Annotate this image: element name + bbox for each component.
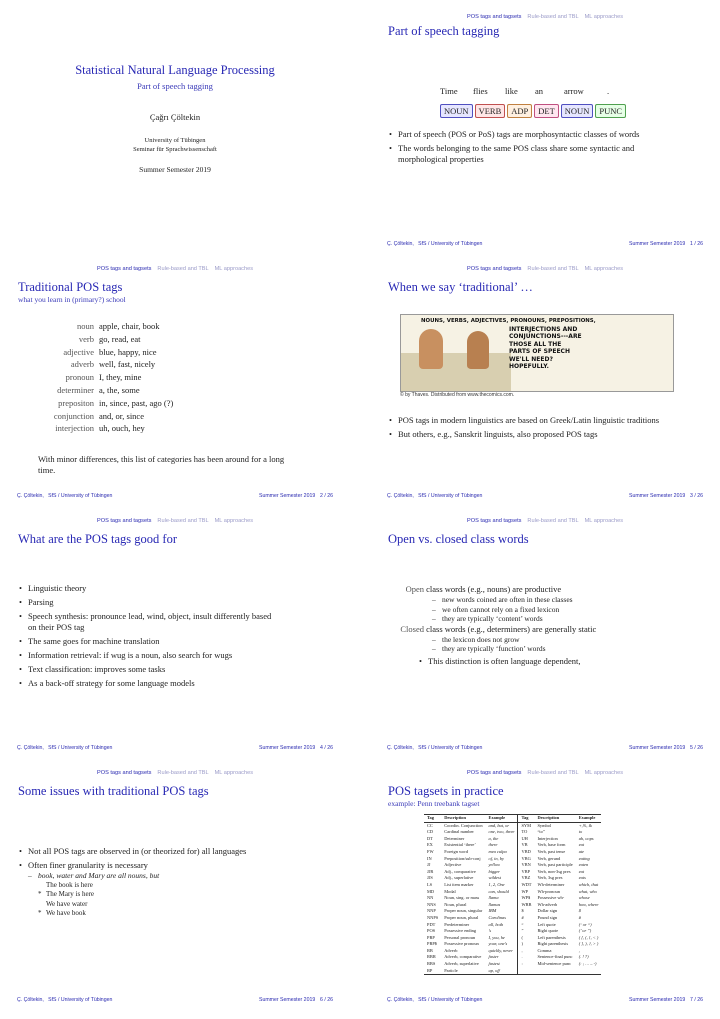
pos-category-examples: uh, ouch, hey bbox=[99, 423, 145, 434]
slide-title-text: What are the POS tags good for bbox=[18, 532, 177, 546]
table-cell: Particle bbox=[444, 967, 458, 973]
table-cell: eaten bbox=[578, 862, 589, 868]
table-row bbox=[424, 829, 601, 836]
table-cell bbox=[534, 968, 575, 975]
bullet: • Information retrieval: if wug is a noun, also search for wugs bbox=[18, 650, 278, 661]
table-cell: POS bbox=[427, 928, 436, 934]
bullet: • Parsing bbox=[18, 597, 278, 608]
slide-7: POS tags and tagsets Rule-based and TBL ML approaches POS tagsets in practice example: Penn treebank tagset Tag Description Example Tag Description Example CC Coordin. Conjunction and, but, or SYM Symbol +,%, & CD Cardinal number one, two, three TO “to” to DT Determiner a, the UH Interjection ah, oops EX Existential ‘there’ there VB Verb, base form eat FW Foreign word mea culpa VBD Verb, past tense ate IN Preposition/sub-conj of, in, by VBG Verb, gerund eating JJ Adjective yellow VBN Verb, past participle eaten JJR Adj., comparative bigger VBP Verb, non-3sg pres eat JJS Adj., superlative wildest VBZ Verb, 3sg pres eats LS List item marker 1, 2, One WDT Wh-determiner which, that MD Modal can, should WP Wh-pronoun what, who NN Noun, sing. or mass llama WP$ Possessive wh- whose NNS Noun, plural llamas WRB Wh-adverb how, where NNP Proper noun, singular IBM $ Dollar sign $ NNPS Proper noun, plural Carolinas # Pound sign # PDT Predeterminer all, both “ Left quote (‘ or “) POS Possessive ending ’s ” Right quote (’ or ”) PRP Personal pronoun I, you, he ( Left parenthesis ( [, (, {, < ) PRP$ Possessive pronoun your, one’s ) Right parenthesis ( ], ), }, > ) RB Adverb quickly, never , Comma , RBR Adverb, comparative faster . Sentence-final punc (. ! ?) RBS Adverb, superlative fastest : Mid-sentence punc (: ; … – -) RP Particle up, off Ç. Çöltekin, SfS / University of Tübingen Summer Semester 2019 7 / 26 bbox=[378, 764, 712, 1003]
table-cell: all, both bbox=[488, 921, 504, 927]
table-cell: Adverb, superlative bbox=[444, 961, 479, 967]
bullet: • Text classification: improves some tasks bbox=[18, 664, 278, 675]
comic-strip bbox=[400, 314, 674, 392]
table-cell: eats bbox=[578, 875, 586, 881]
example-sentence bbox=[46, 881, 278, 891]
table-cell: VBG bbox=[518, 856, 535, 863]
table-cell: Sentence-final punc bbox=[537, 954, 573, 960]
table-cell: your, one’s bbox=[488, 941, 508, 947]
table-row bbox=[424, 948, 601, 955]
table-cell: can, should bbox=[488, 888, 509, 894]
table-cell: ( bbox=[518, 935, 535, 942]
comic-credit: © by Thaves. Distributed from www.thecomics.com. bbox=[400, 392, 515, 398]
table-cell: Adj., superlative bbox=[444, 875, 474, 881]
bullet: • POS tags in modern linguistics are based on Greek/Latin linguistic traditions bbox=[388, 415, 678, 426]
slide-1: POS tags and tagsets Rule-based and TBL ML approaches Part of speech tagging Time flies like an arrow . NOUN VERB ADP DET NOUN PUNC • Part of speech (POS or PoS) tags are morphosyntactic classes of words • The words belonging to the same POS class share some syntactic and morphological properties Ç. Çöltekin, SfS / University of Tübingen Summer Semester 2019 1 / 26 bbox=[378, 8, 712, 247]
table-cell: Coordin. Conjunction bbox=[444, 822, 483, 828]
table-cell: MD bbox=[427, 888, 435, 894]
tag-row bbox=[440, 101, 628, 119]
table-cell: “ bbox=[518, 922, 535, 929]
table-cell: . bbox=[518, 954, 535, 961]
table-cell: Proper noun, singular bbox=[444, 908, 483, 914]
pos-category-row bbox=[18, 333, 318, 346]
bullet: • Part of speech (POS or PoS) tags are morphosyntactic classes of words bbox=[388, 129, 648, 140]
table-cell: Existential ‘there’ bbox=[444, 842, 476, 848]
author-name: Çağrı Çöltekin bbox=[149, 112, 201, 122]
bullet: • Speech synthesis: pronounce lead, wind, object, insult differently based on their POS tag bbox=[18, 611, 278, 633]
table-row bbox=[424, 961, 601, 968]
pos-category-row bbox=[18, 397, 318, 410]
table-cell: ( [, (, {, < ) bbox=[578, 934, 599, 940]
sub-bullet: – they are typically ‘function’ words bbox=[422, 644, 688, 654]
table-cell: , bbox=[518, 948, 535, 955]
table-row bbox=[424, 842, 601, 849]
table-cell bbox=[576, 968, 602, 975]
word: flies bbox=[473, 86, 488, 96]
table-cell: quickly, never bbox=[488, 947, 513, 953]
table-cell: “to” bbox=[537, 829, 545, 835]
table-cell: $ bbox=[578, 908, 581, 914]
table-cell: yellow bbox=[488, 862, 500, 868]
sub-bullet: – they are typically ‘content’ words bbox=[422, 614, 688, 624]
table-cell: : bbox=[518, 961, 535, 968]
word: like bbox=[505, 86, 518, 96]
table-cell: mea culpa bbox=[488, 848, 507, 854]
pos-category-list bbox=[18, 320, 318, 435]
bullet-list bbox=[388, 415, 678, 443]
table-header-cell: Tag bbox=[427, 815, 434, 820]
slide-5: POS tags and tagsets Rule-based and TBL ML approaches Open vs. closed class words Open class words (e.g., nouns) are productive – new words coined are often in these classes – we often cannot rely on a fixed lexicon – they are typically ‘content’ words Closed class words (e.g., determiners) are generally static – the lexicon does not grow – they are typically ‘function’ words • This distinction is often language dependent, Ç. Çöltekin, SfS / University of Tübingen Summer Semester 2019 5 / 26 bbox=[378, 512, 712, 751]
pos-category-row bbox=[18, 384, 318, 397]
slide-header: POS tags and tagsets Rule-based and TBL ML approaches bbox=[97, 518, 253, 524]
table-cell: llama bbox=[488, 895, 499, 901]
slide-header: POS tags and tagsets Rule-based and TBL ML approaches bbox=[467, 770, 623, 776]
table-cell: (’ or ”) bbox=[578, 928, 592, 934]
table-row bbox=[424, 915, 601, 922]
example-text: The Mary is here bbox=[46, 890, 95, 898]
table-cell: ’s bbox=[488, 928, 492, 934]
table-cell: ) bbox=[518, 941, 535, 948]
pos-tag: NOUN bbox=[440, 104, 473, 118]
table-cell: Adjective bbox=[444, 862, 462, 868]
slide-header: POS tags and tagsets Rule-based and TBL ML approaches bbox=[97, 770, 253, 776]
table-row bbox=[424, 875, 601, 882]
bullet-list bbox=[18, 846, 278, 919]
table-header-cell: Tag bbox=[518, 815, 535, 823]
table-row bbox=[424, 954, 601, 961]
table-cell: NNP bbox=[427, 908, 436, 914]
slide-2: POS tags and tagsets Rule-based and TBL ML approaches Traditional POS tags what you learn in (primary?) school noun apple, chair, book verb go, read, eat adjective blue, happy, nice adverb well, fast, nicely pronoun I, they, mine determiner a, the, some prepositon in, since, past, ago (?) conjunction and, or, since interjection uh, ouch, hey With minor differences, this list of categories has been around for a long time. Ç. Çöltekin, SfS / University of Tübingen Summer Semester 2019 2 / 26 bbox=[8, 260, 342, 499]
table-cell: Cardinal number bbox=[444, 829, 474, 835]
table-cell: Proper noun, plural bbox=[444, 914, 479, 920]
table-row bbox=[424, 968, 601, 975]
pos-category-name: prepositon bbox=[58, 397, 94, 408]
table-cell: eat bbox=[578, 868, 585, 874]
table-cell: FW bbox=[427, 848, 434, 854]
table-cell: VBD bbox=[518, 849, 535, 856]
slide-subtitle: what you learn in (primary?) school bbox=[18, 295, 126, 304]
pos-tag: PUNC bbox=[595, 104, 626, 118]
table-cell: Verb, 3sg pres bbox=[537, 875, 563, 881]
table-header-cell: Example bbox=[488, 815, 506, 820]
bullet: • The words belonging to the same POS class share some syntactic and morphological properties bbox=[388, 143, 648, 165]
bullet: • Linguistic theory bbox=[18, 583, 278, 594]
table-cell: (‘ or “) bbox=[578, 921, 592, 927]
table-cell: SYM bbox=[518, 822, 535, 829]
table-cell: Modal bbox=[444, 888, 456, 894]
table-row bbox=[424, 882, 601, 889]
bullet: • Not all POS tags are observed in (or theorized for) all languages bbox=[18, 846, 278, 857]
table-header-cell: Example bbox=[578, 815, 596, 820]
pos-category-row bbox=[18, 410, 318, 423]
table-cell: llamas bbox=[488, 901, 501, 907]
pos-category-examples: well, fast, nicely bbox=[99, 359, 156, 370]
table-cell: TO bbox=[518, 829, 535, 836]
bullet: • But others, e.g., Sanskrit linguists, also proposed POS tags bbox=[388, 429, 678, 440]
table-cell: Verb, past participle bbox=[537, 862, 573, 868]
table-cell: , bbox=[578, 947, 580, 953]
table-row bbox=[424, 928, 601, 935]
pos-category-row bbox=[18, 346, 318, 359]
pos-tag: VERB bbox=[475, 104, 506, 118]
note: With minor differences, this list of categories has been around for a long time. bbox=[38, 454, 285, 475]
table-cell: PDT bbox=[427, 921, 436, 927]
word: . bbox=[607, 86, 610, 96]
table-cell: Carolinas bbox=[488, 914, 506, 920]
pos-category-name: pronoun bbox=[65, 372, 94, 383]
slide-6: POS tags and tagsets Rule-based and TBL ML approaches Some issues with traditional POS tags • Not all POS tags are observed in (or theorized for) all languages • Often finer granularity is necessary – book, water and Mary are all nouns, but The book is here * The Mary is here We have water * We have book Ç. Çöltekin, SfS / University of Tübingen Summer Semester 2019 6 / 26 bbox=[8, 764, 342, 1003]
table-cell: Adverb, comparative bbox=[444, 954, 482, 960]
table-cell bbox=[518, 968, 535, 975]
table-cell: there bbox=[488, 842, 498, 848]
table-cell: Possessive pronoun bbox=[444, 941, 479, 947]
table-cell: DT bbox=[427, 835, 433, 841]
table-cell: Wh-determiner bbox=[537, 881, 565, 887]
table-cell: RP bbox=[427, 967, 433, 973]
sub-bullet: – the lexicon does not grow bbox=[422, 635, 688, 645]
caveman-1 bbox=[419, 329, 443, 369]
table-cell: UH bbox=[518, 836, 535, 843]
table-cell: Dollar sign bbox=[537, 908, 558, 914]
table-cell: ate bbox=[578, 848, 585, 854]
slide-header: POS tags and tagsets Rule-based and TBL ML approaches bbox=[467, 14, 623, 20]
table-cell: VBP bbox=[518, 869, 535, 876]
table-row bbox=[424, 856, 601, 863]
table-cell: WRB bbox=[518, 902, 535, 909]
pos-category-name: interjection bbox=[55, 423, 94, 434]
table-cell: Left parenthesis bbox=[537, 934, 566, 940]
table-cell: # bbox=[578, 914, 581, 920]
table-row bbox=[424, 941, 601, 948]
table-cell: WP$ bbox=[518, 895, 535, 902]
table-row bbox=[424, 822, 601, 829]
table-cell: IBM bbox=[488, 908, 497, 914]
slide-title-text: Open vs. closed class words bbox=[388, 532, 529, 546]
table-cell: +,%, & bbox=[578, 822, 593, 828]
slide-title bbox=[8, 8, 342, 247]
table-cell: (. ! ?) bbox=[578, 954, 589, 960]
table-cell: VB bbox=[518, 842, 535, 849]
pos-category-examples: in, since, past, ago (?) bbox=[99, 397, 174, 408]
table-cell: CC bbox=[427, 822, 433, 828]
table-cell: NN bbox=[427, 895, 434, 901]
table-cell: Verb, past tense bbox=[537, 848, 566, 854]
pos-category-name: determiner bbox=[57, 384, 94, 395]
table-cell: Adj., comparative bbox=[444, 868, 476, 874]
table-cell: fastest bbox=[488, 961, 500, 967]
table-cell: one, two, three bbox=[488, 829, 515, 835]
word: arrow bbox=[564, 86, 584, 96]
table-cell: WDT bbox=[518, 882, 535, 889]
example-sentence bbox=[38, 909, 278, 919]
table-cell: Possessive ending bbox=[444, 928, 477, 934]
slide-4: POS tags and tagsets Rule-based and TBL ML approaches What are the POS tags good for • Linguistic theory • Parsing • Speech synthesis: pronounce lead, wind, object, insult differently based on their POS tag • The same goes for machine translation • Information retrieval: if wug is a noun, also search for wugs • Text classification: improves some tasks • As a back-off strategy for some language models Ç. Çöltekin, SfS / University of Tübingen Summer Semester 2019 4 / 26 bbox=[8, 512, 342, 751]
table-cell: Wh-pronoun bbox=[537, 888, 560, 894]
example-text: The book is here bbox=[46, 880, 93, 889]
table-cell: RBR bbox=[427, 954, 436, 960]
example-text: We have book bbox=[46, 909, 86, 917]
course-title: Statistical Natural Language Processing bbox=[75, 63, 275, 77]
slide-title-text: POS tagsets in practice bbox=[388, 784, 504, 798]
table-cell: Verb, base form bbox=[537, 842, 566, 848]
table-cell: eat bbox=[578, 842, 585, 848]
table-cell: Adverb bbox=[444, 947, 458, 953]
topic-subtitle: Part of speech tagging bbox=[137, 81, 213, 91]
slide-title-text: When we say ‘traditional’ … bbox=[388, 280, 533, 294]
table-cell: IN bbox=[427, 855, 432, 861]
pos-category-name: noun bbox=[77, 321, 94, 331]
table-cell: JJ bbox=[427, 862, 431, 868]
table-cell: Mid-sentence punc bbox=[537, 961, 572, 967]
slide-header: POS tags and tagsets Rule-based and TBL ML approaches bbox=[467, 266, 623, 272]
pos-category-row bbox=[18, 422, 318, 435]
table-cell: eating bbox=[578, 855, 590, 861]
table-cell: ah, oops bbox=[578, 835, 594, 841]
bullet-list bbox=[388, 129, 648, 168]
bullet-list bbox=[18, 583, 278, 692]
table-cell: Right quote bbox=[537, 928, 559, 934]
table-cell: Predeterminer bbox=[444, 921, 470, 927]
table-cell: Verb, gerund bbox=[537, 855, 561, 861]
slide-3: POS tags and tagsets Rule-based and TBL ML approaches When we say ‘traditional’ … NOUNS, VERBS, ADJECTIVES, PRONOUNS, PREPOSITIONS, INTERJECTIONS AND CONJUNCTIONS---ARE THOSE ALL THE PARTS OF SPEECH WE'LL NEED? HOPEFULLY. © by Thaves. Distributed from www.thecomics.com. • POS tags in modern linguistics are based on Greek/Latin linguistic traditions • But others, e.g., Sanskrit linguists, also proposed POS tags Ç. Çöltekin, SfS / University of Tübingen Summer Semester 2019 3 / 26 bbox=[378, 260, 712, 499]
pos-category-name: adjective bbox=[63, 346, 94, 357]
table-cell: Preposition/sub-conj bbox=[444, 855, 481, 861]
comic-speech: NOUNS, VERBS, ADJECTIVES, PRONOUNS, PREPOSITIONS, INTERJECTIONS AND CONJUNCTIONS---ARE THOSE ALL THE PARTS OF SPEECH WE'LL NEED? HOPEFULLY. bbox=[421, 318, 596, 370]
sub-bullet: – new words coined are often in these classes bbox=[422, 595, 688, 605]
bullet: • This distinction is often language dependent, bbox=[418, 656, 688, 667]
pos-tag: NOUN bbox=[561, 104, 594, 118]
table-row bbox=[424, 908, 601, 915]
table-cell: I, you, he bbox=[488, 934, 505, 940]
slide-subtitle: example: Penn treebank tagset bbox=[388, 799, 480, 808]
table-cell: to bbox=[578, 829, 583, 835]
table-cell: Noun, plural bbox=[444, 901, 467, 907]
table-cell: Symbol bbox=[537, 822, 552, 828]
university: University of Tübingen bbox=[144, 137, 206, 144]
table-cell: WP bbox=[518, 889, 535, 896]
pos-category-row bbox=[18, 371, 318, 384]
table-cell: NNS bbox=[427, 901, 436, 907]
bullet: • As a back-off strategy for some language models bbox=[18, 678, 278, 689]
table-row bbox=[424, 935, 601, 942]
pos-category-examples: I, they, mine bbox=[99, 372, 142, 383]
table-cell: NNPS bbox=[427, 914, 439, 920]
table-cell: and, but, or bbox=[488, 822, 510, 828]
ungrammatical-marker: * bbox=[38, 909, 42, 917]
table-cell: List item marker bbox=[444, 881, 474, 887]
table-row bbox=[424, 862, 601, 869]
ungrammatical-marker: * bbox=[38, 890, 42, 898]
example-sentence bbox=[46, 900, 278, 910]
table-cell: a, the bbox=[488, 835, 499, 841]
table-cell: VBZ bbox=[518, 875, 535, 882]
table-row bbox=[424, 922, 601, 929]
table-cell: what, who bbox=[578, 888, 597, 894]
table-row bbox=[424, 869, 601, 876]
table-cell: ( ], ), }, > ) bbox=[578, 941, 599, 947]
seminar: Seminar für Sprachwissenschaft bbox=[133, 146, 217, 153]
table-cell: Left quote bbox=[537, 921, 556, 927]
bullet: • Often finer granularity is necessary bbox=[18, 860, 278, 871]
pos-category-row bbox=[18, 358, 318, 371]
table-cell: up, off bbox=[488, 967, 500, 973]
table-cell: CD bbox=[427, 829, 434, 835]
table-cell: Wh-adverb bbox=[537, 901, 558, 907]
slide-header: POS tags and tagsets Rule-based and TBL ML approaches bbox=[97, 266, 253, 272]
pos-category-examples: go, read, eat bbox=[99, 333, 141, 344]
example-list bbox=[18, 881, 278, 919]
table-cell: Verb, non-3sg pres bbox=[537, 868, 571, 874]
example-text: We have water bbox=[46, 899, 88, 908]
slide-header: POS tags and tagsets Rule-based and TBL ML approaches bbox=[467, 518, 623, 524]
table-header-cell: Description bbox=[444, 815, 466, 820]
table-cell: Right parenthesis bbox=[537, 941, 569, 947]
table-cell: PRP$ bbox=[427, 941, 438, 947]
table-row bbox=[424, 889, 601, 896]
pos-tag: DET bbox=[534, 104, 559, 118]
table-row bbox=[424, 895, 601, 902]
table-cell: of, in, by bbox=[488, 855, 504, 861]
table-cell: 1, 2, One bbox=[488, 881, 505, 887]
penn-tagset-table bbox=[424, 814, 601, 975]
pos-tag: ADP bbox=[507, 104, 532, 118]
table-cell: Pound sign bbox=[537, 914, 558, 920]
open-class-block bbox=[388, 584, 688, 670]
term: Summer Semester 2019 bbox=[139, 165, 211, 174]
table-cell: Determiner bbox=[444, 835, 465, 841]
table-cell: JJR bbox=[427, 868, 434, 874]
comic-rock-left bbox=[401, 353, 511, 391]
table-cell: # bbox=[518, 915, 535, 922]
pos-category-examples: and, or, since bbox=[99, 410, 144, 421]
table-cell: LS bbox=[427, 881, 433, 887]
table-cell: how, where bbox=[578, 901, 599, 907]
slide-title-text: Some issues with traditional POS tags bbox=[18, 784, 209, 798]
open-text: class words (e.g., nouns) are productive bbox=[426, 584, 562, 594]
table-cell: VBN bbox=[518, 862, 535, 869]
table-header-cell: Description bbox=[537, 815, 560, 820]
pos-category-name: conjunction bbox=[53, 410, 94, 421]
table-cell: Comma bbox=[537, 947, 552, 953]
table-cell: (: ; … – -) bbox=[578, 961, 597, 967]
table-cell: Noun, sing. or mass bbox=[444, 895, 480, 901]
table-cell: bigger bbox=[488, 868, 500, 874]
table-row bbox=[424, 902, 601, 909]
slide-title-text: Part of speech tagging bbox=[388, 24, 500, 38]
table-cell: RB bbox=[427, 947, 433, 953]
table-cell: Foreign word bbox=[444, 848, 469, 854]
table-row bbox=[424, 836, 601, 843]
table-cell: Personal pronoun bbox=[444, 934, 476, 940]
slide-title-text: Traditional POS tags bbox=[18, 280, 123, 294]
table-cell: RBS bbox=[427, 961, 436, 967]
example-sentence bbox=[38, 890, 278, 900]
caveman-2 bbox=[467, 331, 489, 369]
pos-category-examples: apple, chair, book bbox=[99, 321, 160, 331]
table-cell: Interjection bbox=[537, 835, 558, 841]
table-cell: which, that bbox=[578, 881, 599, 887]
closed-label: Closed bbox=[400, 623, 424, 634]
sub-bullet: – we often cannot rely on a fixed lexicon bbox=[422, 605, 688, 615]
table-cell: wildest bbox=[488, 875, 501, 881]
table-cell: JJS bbox=[427, 875, 433, 881]
table-cell: faster bbox=[488, 954, 499, 960]
pos-category-examples: blue, happy, nice bbox=[99, 346, 157, 357]
table-row bbox=[424, 849, 601, 856]
table-cell: whose bbox=[578, 895, 590, 901]
table-cell: EX bbox=[427, 842, 433, 848]
sub-bullet: – book, water and Mary are all nouns, but bbox=[18, 871, 278, 881]
closed-text: class words (e.g., determiners) are generally static bbox=[426, 623, 597, 634]
table-cell: PRP bbox=[427, 934, 435, 940]
word: Time bbox=[440, 86, 458, 96]
table-cell: Possessive wh- bbox=[537, 895, 565, 901]
pos-category-name: verb bbox=[78, 333, 94, 344]
bullet: • The same goes for machine translation bbox=[18, 636, 278, 647]
pos-category-row bbox=[18, 320, 318, 333]
open-label: Open bbox=[405, 584, 424, 594]
pos-category-examples: a, the, some bbox=[99, 384, 140, 395]
table-cell: $ bbox=[518, 908, 535, 915]
table-cell: ” bbox=[518, 928, 535, 935]
pos-category-name: adverb bbox=[70, 359, 94, 370]
word: an bbox=[535, 86, 544, 96]
